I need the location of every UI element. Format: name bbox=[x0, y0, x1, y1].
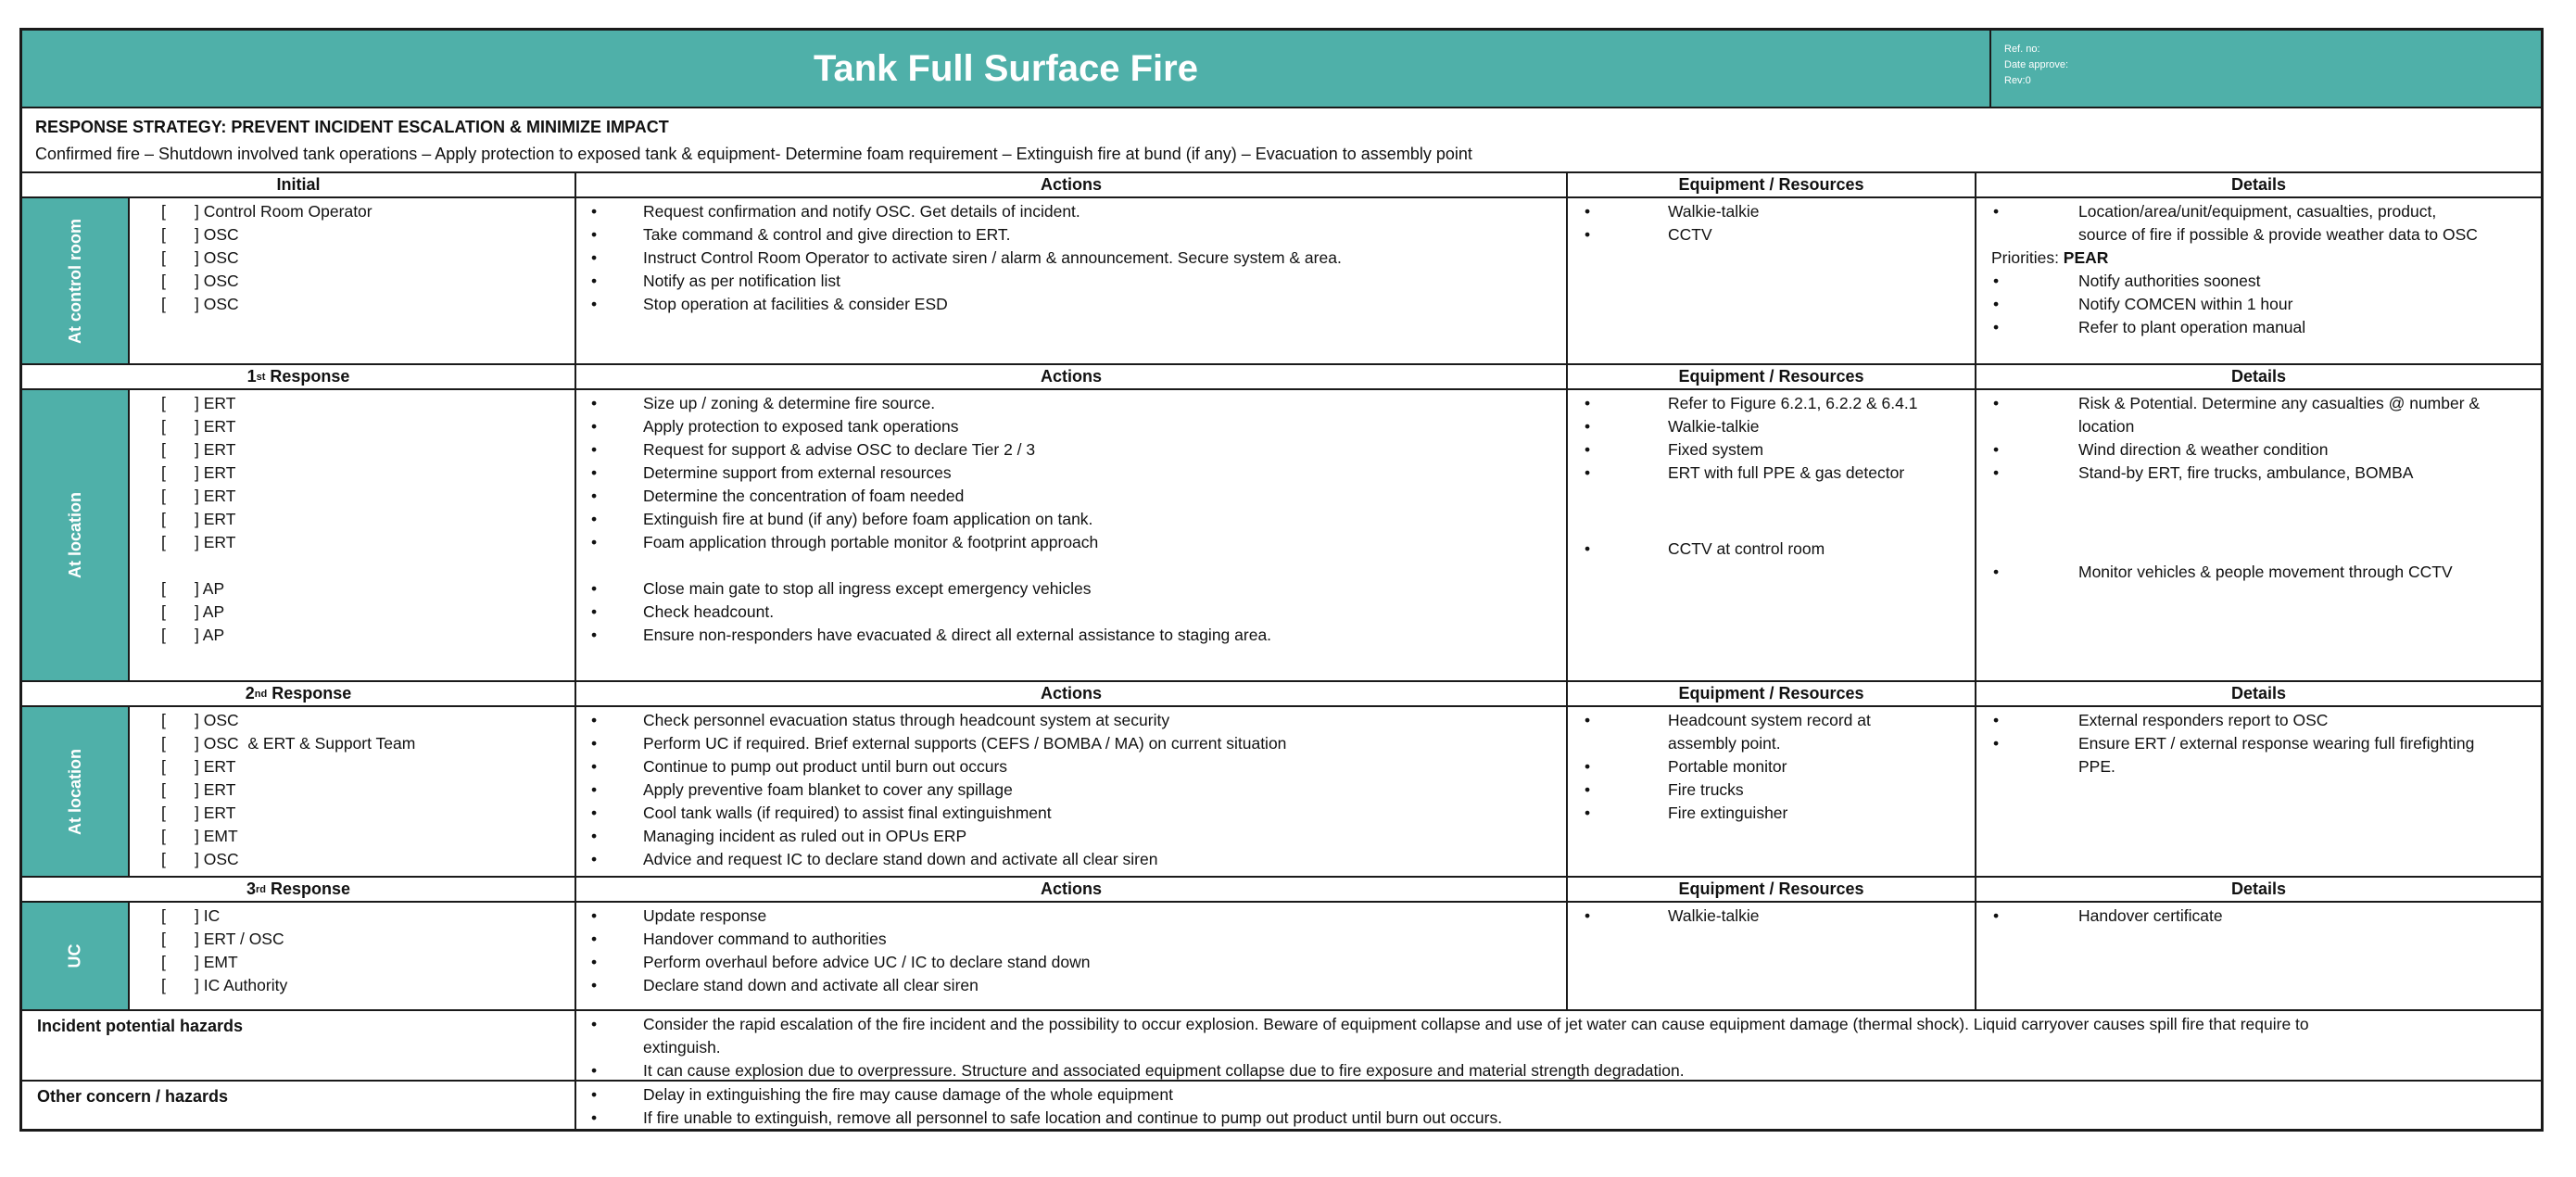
actions-header: Actions bbox=[575, 173, 1566, 196]
third-response-header-row bbox=[22, 878, 2541, 903]
action-item: • Close main gate to stop all ingress except emergency vehicles bbox=[576, 577, 1566, 601]
equipment-item: • Portable monitor bbox=[1568, 755, 1975, 778]
action-item: • Check headcount. bbox=[576, 601, 1566, 624]
role-checkbox[interactable]: [ ] EMT bbox=[161, 827, 238, 845]
equipment-item: • CCTV at control room bbox=[1568, 538, 1975, 561]
response-sheet bbox=[19, 28, 2544, 1132]
concerns-list bbox=[575, 1082, 2541, 1129]
detail-item-cont: location bbox=[2078, 417, 2135, 436]
equipment-item: • ERT with full PPE & gas detector bbox=[1568, 462, 1975, 485]
second-response-section bbox=[22, 707, 2541, 878]
equipment-item: • Fixed system bbox=[1568, 438, 1975, 462]
strategy-heading: RESPONSE STRATEGY: PREVENT INCIDENT ESCALATION & MINIMIZE IMPACT bbox=[35, 118, 669, 136]
role-checkbox[interactable]: [ ] AP bbox=[161, 626, 225, 644]
second-response-roles bbox=[22, 707, 575, 876]
initial-equipment bbox=[1566, 198, 1975, 363]
role-checkbox[interactable]: [ ] OSC bbox=[161, 248, 239, 267]
role-checkbox[interactable]: [ ] OSC & ERT & Support Team bbox=[161, 734, 416, 753]
action-item: • Instruct Control Room Operator to activate siren / alarm & announcement. Secure system & area. bbox=[576, 247, 1566, 270]
third-response-actions bbox=[575, 903, 1566, 1009]
date-approve: Date approve: bbox=[2004, 59, 2069, 70]
hazards-label: Incident potential hazards bbox=[37, 1017, 244, 1035]
actions-header: Actions bbox=[575, 878, 1566, 901]
role-checkbox[interactable]: [ ] ERT bbox=[161, 463, 236, 482]
second-response-header: 2 nd Response bbox=[245, 684, 352, 702]
equipment-header: Equipment / Resources bbox=[1566, 682, 1975, 705]
action-item: • Determine the concentration of foam needed bbox=[576, 485, 1566, 508]
first-response-section bbox=[22, 390, 2541, 682]
first-response-details bbox=[1975, 390, 2541, 680]
equipment-item: • Refer to Figure 6.2.1, 6.2.2 & 6.4.1 bbox=[1568, 392, 1975, 415]
second-response-details bbox=[1975, 707, 2541, 876]
action-item: • Perform overhaul before advice UC / IC to declare stand down bbox=[576, 951, 1566, 974]
role-checkbox[interactable]: [ ] OSC bbox=[161, 711, 239, 729]
role-checkbox[interactable]: [ ] OSC bbox=[161, 295, 239, 313]
action-item: • Update response bbox=[576, 905, 1566, 928]
role-checkbox[interactable]: [ ] ERT bbox=[161, 487, 236, 505]
priorities: Priorities: PEAR bbox=[1991, 248, 2109, 267]
equipment-item: • Walkie-talkie bbox=[1568, 905, 1975, 928]
detail-item: • Notify authorities soonest bbox=[1976, 270, 2541, 293]
action-item: • Apply protection to exposed tank operations bbox=[576, 415, 1566, 438]
third-response-header: 3 rd Response bbox=[246, 880, 351, 898]
role-checkbox[interactable]: [ ] AP bbox=[161, 602, 225, 621]
equipment-item-cont: assembly point. bbox=[1668, 734, 1781, 753]
equipment-item: • Walkie-talkie bbox=[1568, 415, 1975, 438]
role-checkbox[interactable]: [ ] ERT bbox=[161, 440, 236, 459]
strategy-block bbox=[22, 108, 2541, 173]
detail-item: • Notify COMCEN within 1 hour bbox=[1976, 293, 2541, 316]
role-checkbox[interactable]: [ ] AP bbox=[161, 579, 225, 598]
detail-item: • Stand-by ERT, fire trucks, ambulance, BOMBA bbox=[1976, 462, 2541, 485]
concerns-row bbox=[22, 1082, 2541, 1129]
role-checkbox[interactable]: [ ] OSC bbox=[161, 225, 239, 244]
second-response-equipment bbox=[1566, 707, 1975, 876]
initial-header-row bbox=[22, 173, 2541, 198]
role-checkbox[interactable]: [ ] ERT bbox=[161, 510, 236, 528]
equipment-item: • CCTV bbox=[1568, 223, 1975, 247]
action-item: • Declare stand down and activate all clear siren bbox=[576, 974, 1566, 997]
concerns-label: Other concern / hazards bbox=[37, 1087, 229, 1106]
detail-item-cont: source of fire if possible & provide weather data to OSC bbox=[2078, 225, 2478, 244]
detail-item: • Location/area/unit/equipment, casualties, product, bbox=[1976, 200, 2541, 223]
action-item: • Advice and request IC to declare stand down and activate all clear siren bbox=[576, 848, 1566, 871]
action-item: • Foam application through portable monitor & footprint approach bbox=[576, 531, 1566, 554]
action-item: • Managing incident as ruled out in OPUs ERP bbox=[576, 825, 1566, 848]
action-item: • Request for support & advise OSC to declare Tier 2 / 3 bbox=[576, 438, 1566, 462]
role-checkbox[interactable]: [ ] ERT bbox=[161, 757, 236, 776]
detail-item-cont: PPE. bbox=[2078, 757, 2115, 776]
first-response-header: 1 st Response bbox=[246, 367, 350, 386]
role-checkbox[interactable]: [ ] ERT bbox=[161, 533, 236, 551]
action-item: • Notify as per notification list bbox=[576, 270, 1566, 293]
role-checkbox[interactable]: [ ] ERT bbox=[161, 394, 236, 412]
initial-details bbox=[1975, 198, 2541, 363]
role-checkbox[interactable]: [ ] ERT bbox=[161, 780, 236, 799]
equipment-item: • Fire extinguisher bbox=[1568, 802, 1975, 825]
details-header: Details bbox=[1975, 682, 2541, 705]
initial-header: Initial bbox=[276, 175, 321, 194]
detail-item: • External responders report to OSC bbox=[1976, 709, 2541, 732]
first-response-roles bbox=[22, 390, 575, 680]
third-response-section bbox=[22, 903, 2541, 1011]
action-item: • Cool tank walls (if required) to assist final extinguishment bbox=[576, 802, 1566, 825]
revision: Rev:0 bbox=[2004, 75, 2031, 86]
side-label: UC bbox=[22, 903, 130, 1009]
role-checkbox[interactable]: [ ] EMT bbox=[161, 953, 238, 971]
details-header: Details bbox=[1975, 878, 2541, 901]
initial-actions bbox=[575, 198, 1566, 363]
initial-roles bbox=[22, 198, 575, 363]
action-item: • Perform UC if required. Brief external supports (CEFS / BOMBA / MA) on current situation bbox=[576, 732, 1566, 755]
equipment-item: • Headcount system record at bbox=[1568, 709, 1975, 732]
action-item: • Stop operation at facilities & consider ESD bbox=[576, 293, 1566, 316]
detail-item: • Wind direction & weather condition bbox=[1976, 438, 2541, 462]
detail-item: • Risk & Potential. Determine any casualties @ number & bbox=[1976, 392, 2541, 415]
role-checkbox[interactable]: [ ] ERT / OSC bbox=[161, 930, 284, 948]
equipment-header: Equipment / Resources bbox=[1566, 173, 1975, 196]
page-title: Tank Full Surface Fire bbox=[814, 47, 1198, 89]
actions-header: Actions bbox=[575, 365, 1566, 388]
details-header: Details bbox=[1975, 173, 2541, 196]
equipment-item: • Walkie-talkie bbox=[1568, 200, 1975, 223]
detail-item: • Refer to plant operation manual bbox=[1976, 316, 2541, 339]
action-item: • Handover command to authorities bbox=[576, 928, 1566, 951]
side-label: At location bbox=[22, 707, 130, 876]
action-item: • Size up / zoning & determine fire source. bbox=[576, 392, 1566, 415]
ref-no: Ref. no: bbox=[2004, 44, 2040, 55]
role-checkbox[interactable]: [ ] IC Authority bbox=[161, 976, 288, 994]
role-checkbox[interactable]: [ ] OSC bbox=[161, 272, 239, 290]
action-item: • Ensure non-responders have evacuated & direct all external assistance to staging area. bbox=[576, 624, 1566, 647]
role-checkbox[interactable]: [ ] ERT bbox=[161, 804, 236, 822]
third-response-roles bbox=[22, 903, 575, 1009]
hazard-item: • It can cause explosion due to overpressure. Structure and associated equipment collapse due to fire exposure and material strength degradation. bbox=[576, 1059, 2541, 1082]
concern-item: • If fire unable to extinguish, remove all personnel to safe location and continue to pump out product until burn out occurs. bbox=[576, 1107, 2541, 1130]
action-item: • Take command & control and give direction to ERT. bbox=[576, 223, 1566, 247]
initial-section bbox=[22, 198, 2541, 365]
equipment-item: • Fire trucks bbox=[1568, 778, 1975, 802]
second-response-actions bbox=[575, 707, 1566, 876]
equipment-header: Equipment / Resources bbox=[1566, 365, 1975, 388]
detail-item: • Handover certificate bbox=[1976, 905, 2541, 928]
action-item: • Determine support from external resources bbox=[576, 462, 1566, 485]
hazard-item-cont: extinguish. bbox=[643, 1038, 721, 1057]
title-bar bbox=[22, 31, 2541, 108]
first-response-header-row bbox=[22, 365, 2541, 390]
hazard-item: • Consider the rapid escalation of the fire incident and the possibility to occur explosion. Beware of equipment collapse and use of jet water can cause equipment damage (thermal shock). Liquid carryover causes spill fire that require to bbox=[576, 1013, 2541, 1036]
role-checkbox[interactable]: [ ] IC bbox=[161, 906, 221, 925]
action-item: • Extinguish fire at bund (if any) before foam application on tank. bbox=[576, 508, 1566, 531]
concern-item: • Delay in extinguishing the fire may cause damage of the whole equipment bbox=[576, 1083, 2541, 1107]
details-header: Details bbox=[1975, 365, 2541, 388]
strategy-summary: Confirmed fire – Shutdown involved tank operations – Apply protection to exposed tank & equipment- Determine foam requirement – Extinguish fire at bund (if any) – Evacuation to assembly point bbox=[35, 145, 1472, 163]
action-item: • Check personnel evacuation status through headcount system at security bbox=[576, 709, 1566, 732]
action-item: • Continue to pump out product until burn out occurs bbox=[576, 755, 1566, 778]
second-response-header-row bbox=[22, 682, 2541, 707]
third-response-equipment bbox=[1566, 903, 1975, 1009]
side-label: At control room bbox=[22, 198, 130, 363]
hazards-row bbox=[22, 1011, 2541, 1082]
first-response-equipment bbox=[1566, 390, 1975, 680]
side-label: At location bbox=[22, 390, 130, 680]
action-item: • Request confirmation and notify OSC. Get details of incident. bbox=[576, 200, 1566, 223]
action-item: • Apply preventive foam blanket to cover any spillage bbox=[576, 778, 1566, 802]
third-response-details bbox=[1975, 903, 2541, 1009]
detail-item: • Ensure ERT / external response wearing full firefighting bbox=[1976, 732, 2541, 755]
first-response-actions bbox=[575, 390, 1566, 680]
role-checkbox[interactable]: [ ] Control Room Operator bbox=[161, 202, 373, 221]
role-checkbox[interactable]: [ ] ERT bbox=[161, 417, 236, 436]
equipment-header: Equipment / Resources bbox=[1566, 878, 1975, 901]
detail-item: • Monitor vehicles & people movement through CCTV bbox=[1976, 561, 2541, 584]
role-checkbox[interactable]: [ ] OSC bbox=[161, 850, 239, 868]
actions-header: Actions bbox=[575, 682, 1566, 705]
document-meta bbox=[1989, 31, 2541, 107]
hazards-list bbox=[575, 1011, 2541, 1080]
